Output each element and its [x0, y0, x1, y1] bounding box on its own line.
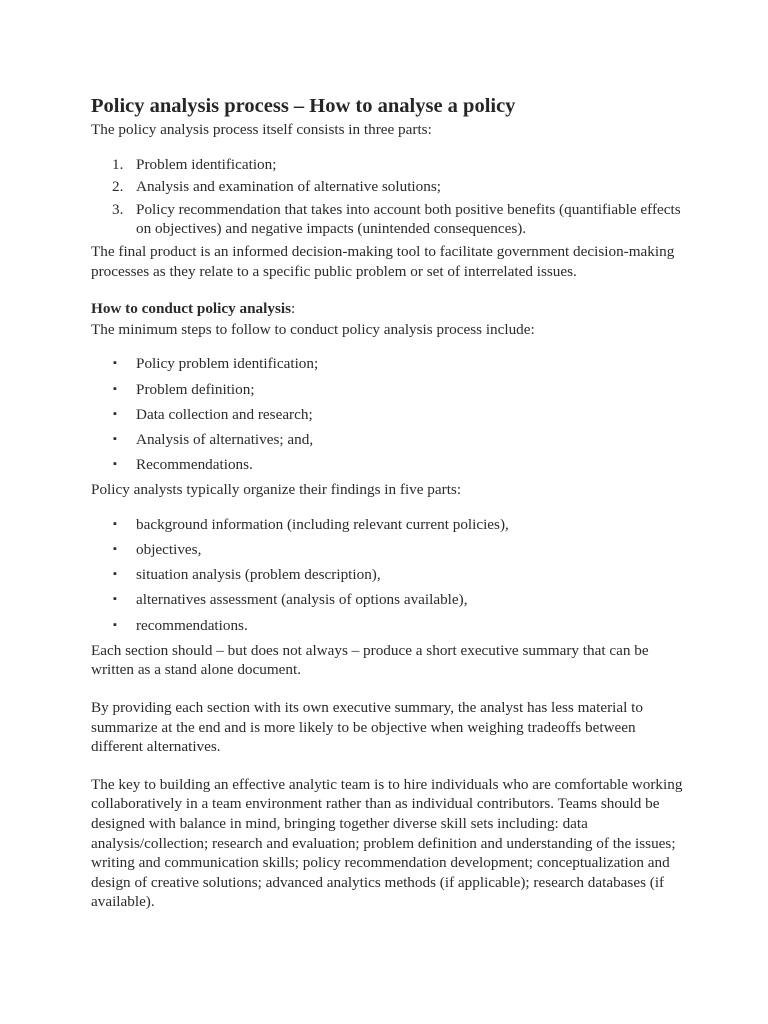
- list-number: 3.: [112, 200, 124, 218]
- bullet-icon: ▪: [113, 543, 117, 556]
- page-title: Policy analysis process – How to analyse a policy: [91, 95, 516, 117]
- steps-list-item: [91, 354, 683, 374]
- findings-list-item: [91, 540, 683, 560]
- list-item-text: Policy problem identification;: [136, 355, 319, 373]
- list-number: 1.: [112, 155, 124, 173]
- numbered-list: [91, 155, 683, 239]
- bullet-icon: ▪: [113, 593, 117, 606]
- steps-list-item: [91, 405, 683, 425]
- list-item-text: Analysis of alternatives; and,: [136, 430, 314, 448]
- bullet-icon: ▪: [113, 618, 117, 631]
- list-item-text: Data collection and research;: [136, 405, 313, 423]
- document-page: [91, 92, 683, 912]
- findings-list-item: [91, 565, 683, 585]
- bullet-icon: ▪: [113, 458, 117, 471]
- list-item-text: situation analysis (problem description),: [136, 566, 381, 584]
- numbered-list-item: [91, 155, 683, 175]
- numbered-list-item: [91, 177, 683, 197]
- list-item-text: Analysis and examination of alternative solutions;: [136, 178, 441, 196]
- findings-list-item: [91, 616, 683, 636]
- findings-intro: Policy analysts typically organize their findings in five parts:: [91, 481, 462, 499]
- bullet-icon: ▪: [113, 517, 117, 530]
- list-item-text: Problem identification;: [136, 155, 277, 173]
- list-item-text: alternatives assessment (analysis of options available),: [136, 591, 468, 609]
- steps-list-item: [91, 380, 683, 400]
- each-section-paragraph: Each section should – but does not always – produce a short executive summary that can be written as a stand alone document.: [91, 641, 649, 679]
- steps-list: [91, 354, 683, 474]
- bullet-icon: ▪: [113, 382, 117, 395]
- list-item-text: recommendations.: [136, 616, 248, 634]
- findings-list: [91, 515, 683, 635]
- list-item-text: Recommendations.: [136, 456, 253, 474]
- findings-list-item: [91, 515, 683, 535]
- list-number: 2.: [112, 178, 124, 196]
- by-providing-paragraph: By providing each section with its own executive summary, the analyst has less material to summarize at the end and is more likely to be objective when weighing tradeoffs between different alternatives.: [91, 699, 643, 756]
- min-steps-intro: The minimum steps to follow to conduct policy analysis process include:: [91, 320, 535, 338]
- heading-colon: :: [291, 300, 296, 318]
- final-product-paragraph: The final product is an informed decision-making tool to facilitate government decision-making processes as they relate to a specific public problem or set of interrelated issues.: [91, 242, 675, 280]
- intro-paragraph: The policy analysis process itself consists in three parts:: [91, 121, 432, 138]
- key-paragraph: The key to building an effective analytic team is to hire individuals who are comfortable working collaboratively in a team environment rather than as individual contributors. Teams should be designed with balance in mind, bringing together diverse skill sets including: data analysis/collection; research and evaluation; problem definition and understanding of the issues; writing and communication skills; policy recommendation development; conceptualization and design of creative solutions; advanced analytics methods (if applicable); research databases (if available).: [91, 775, 683, 911]
- list-item-text: Problem definition;: [136, 380, 255, 398]
- section-subheading: [91, 299, 683, 319]
- bullet-icon: ▪: [113, 357, 117, 370]
- list-item-text: background information (including relevant current policies),: [136, 515, 509, 533]
- steps-list-item: [91, 430, 683, 450]
- numbered-list-item: [91, 200, 683, 239]
- list-item-text: objectives,: [136, 541, 202, 559]
- bullet-icon: ▪: [113, 407, 117, 420]
- findings-list-item: [91, 590, 683, 610]
- bullet-icon: ▪: [113, 432, 117, 445]
- list-item-text: Policy recommendation that takes into account both positive benefits (quantifiable effects on objectives) and negative impacts (unintended consequences).: [136, 200, 681, 238]
- bullet-icon: ▪: [113, 568, 117, 581]
- steps-list-item: [91, 455, 683, 475]
- how-to-heading: How to conduct policy analysis: [91, 300, 291, 318]
